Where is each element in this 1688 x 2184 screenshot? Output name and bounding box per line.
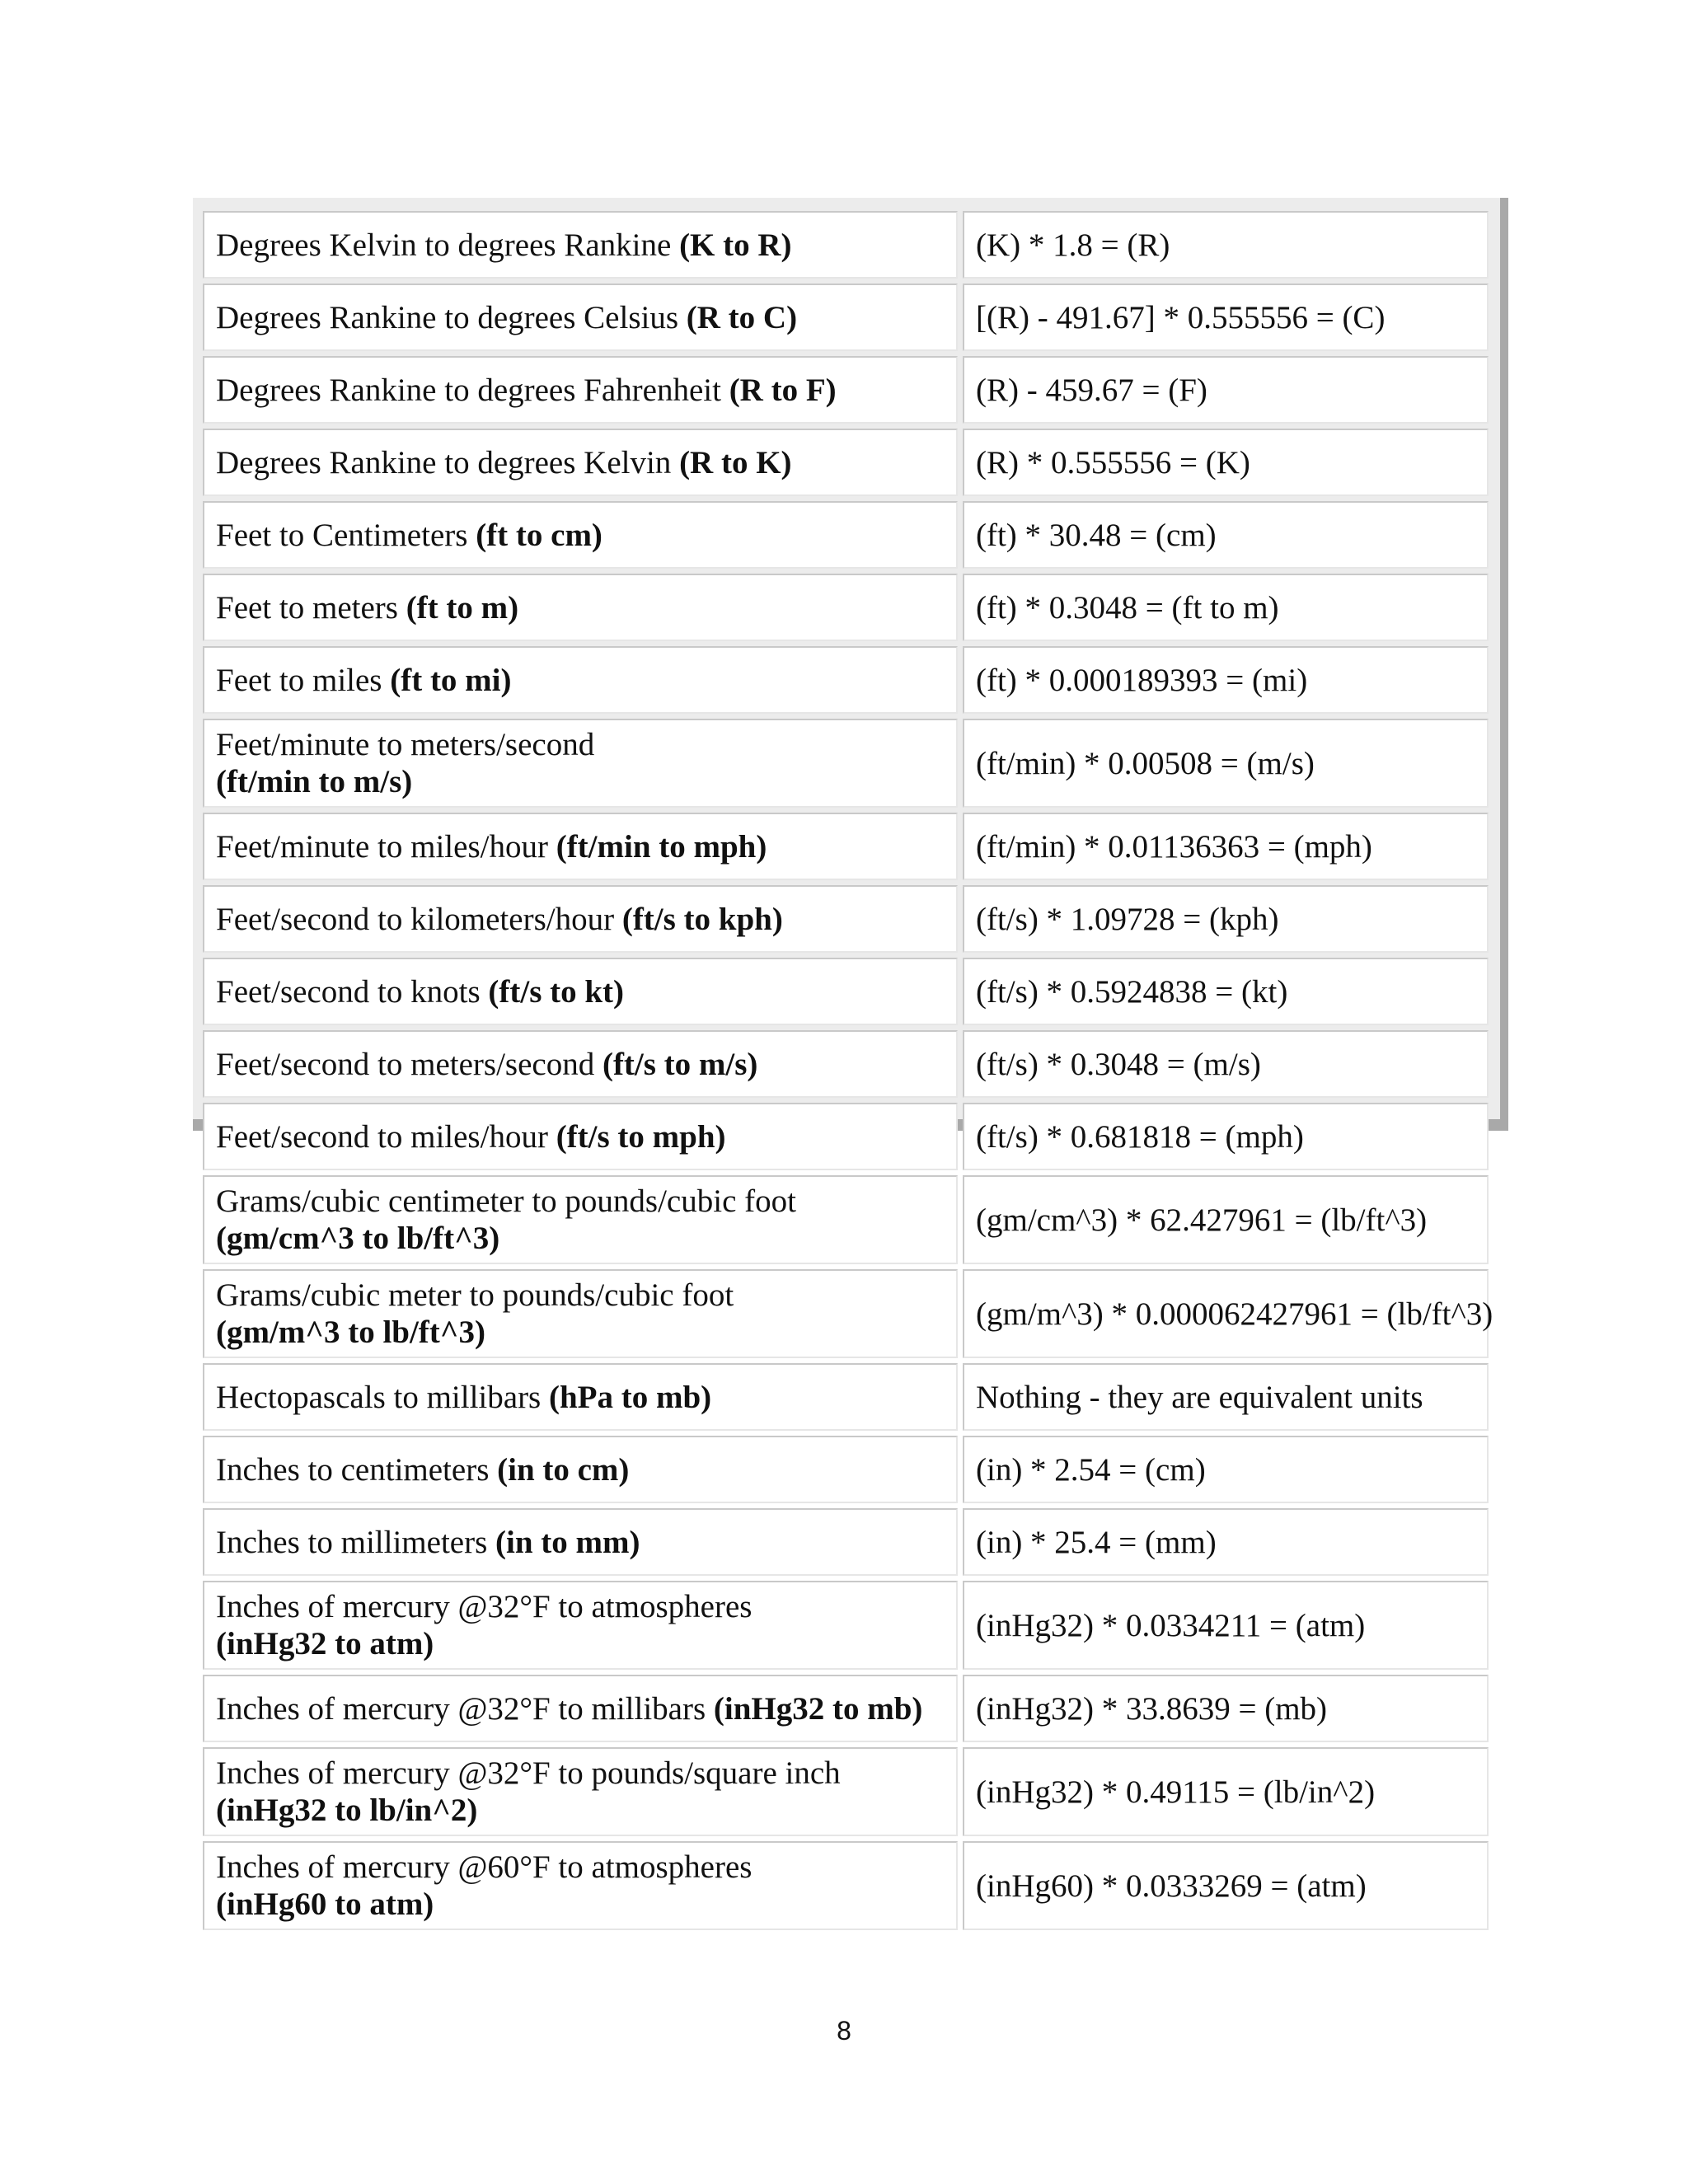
conversion-name: Feet/second to knots (216, 973, 481, 1010)
conversion-name-cell (203, 1030, 958, 1098)
table-row (203, 574, 1489, 641)
conversion-name: Feet to meters (216, 589, 398, 626)
conversion-name-cell (203, 501, 958, 569)
conversion-table-frame (193, 198, 1508, 1922)
conversion-table (198, 206, 1493, 1935)
conversion-name: Grams/cubic meter to pounds/cubic foot (216, 1277, 734, 1313)
conversion-name: Feet/second to kilometers/hour (216, 901, 615, 937)
conversion-name: Hectopascals to millibars (216, 1379, 542, 1415)
conversion-abbreviation: (ft/s to m/s) (602, 1046, 758, 1082)
table-row (203, 719, 1489, 808)
conversion-abbreviation: (R to K) (679, 444, 792, 480)
table-row (203, 1841, 1489, 1930)
conversion-abbreviation: (K to R) (679, 227, 792, 263)
conversion-formula: (inHg32) * 0.49115 = (lb/in^2) (963, 1747, 1489, 1836)
conversion-formula: (inHg60) * 0.0333269 = (atm) (963, 1841, 1489, 1930)
table-row (203, 1508, 1489, 1576)
conversion-name: Grams/cubic centimeter to pounds/cubic foot (216, 1183, 796, 1219)
conversion-abbreviation: (gm/cm^3 to lb/ft^3) (216, 1221, 500, 1256)
conversion-abbreviation: (ft to mi) (390, 662, 512, 698)
conversion-formula: Nothing - they are equivalent units (963, 1363, 1489, 1431)
conversion-formula: (in) * 2.54 = (cm) (963, 1436, 1489, 1503)
conversion-abbreviation: (R to C) (686, 299, 798, 335)
conversion-name-cell (203, 958, 958, 1025)
conversion-name-cell (203, 813, 958, 880)
conversion-name: Inches of mercury @32°F to pounds/square inch (216, 1755, 841, 1791)
conversion-name-cell (203, 1436, 958, 1503)
conversion-name: Feet/second to miles/hour (216, 1118, 548, 1155)
conversion-name-cell (203, 284, 958, 351)
conversion-name-cell (203, 356, 958, 424)
table-row (203, 1436, 1489, 1503)
conversion-name-cell (203, 1675, 958, 1742)
conversion-formula: (ft) * 0.3048 = (ft to m) (963, 574, 1489, 641)
conversion-formula: [(R) - 491.67] * 0.555556 = (C) (963, 284, 1489, 351)
table-row (203, 1675, 1489, 1742)
conversion-formula: (ft) * 30.48 = (cm) (963, 501, 1489, 569)
conversion-formula: (inHg32) * 33.8639 = (mb) (963, 1675, 1489, 1742)
table-row (203, 1175, 1489, 1264)
table-row (203, 1269, 1489, 1358)
conversion-abbreviation: (hPa to mb) (548, 1379, 712, 1415)
table-row (203, 501, 1489, 569)
conversion-name: Inches of mercury @60°F to atmospheres (216, 1849, 753, 1885)
conversion-abbreviation: (ft/s to kt) (488, 973, 625, 1010)
table-row (203, 813, 1489, 880)
conversion-name-cell (203, 1363, 958, 1431)
conversion-formula: (K) * 1.8 = (R) (963, 211, 1489, 279)
table-row (203, 1103, 1489, 1170)
conversion-abbreviation: (inHg32 to mb) (713, 1690, 923, 1727)
conversion-name: Degrees Rankine to degrees Celsius (216, 299, 679, 335)
table-row (203, 646, 1489, 714)
conversion-formula: (ft/s) * 0.3048 = (m/s) (963, 1030, 1489, 1098)
conversion-name: Feet/minute to meters/second (216, 727, 595, 762)
conversion-name-cell (203, 1841, 958, 1930)
conversion-formula: (ft/min) * 0.01136363 = (mph) (963, 813, 1489, 880)
table-row (203, 356, 1489, 424)
conversion-name-cell (203, 1103, 958, 1170)
table-row (203, 429, 1489, 496)
conversion-abbreviation: (in to mm) (495, 1524, 640, 1560)
conversion-name: Feet to Centimeters (216, 517, 468, 553)
conversion-name: Feet/minute to miles/hour (216, 828, 548, 865)
table-row (203, 1581, 1489, 1670)
conversion-name-cell (203, 1269, 958, 1358)
table-row (203, 1363, 1489, 1431)
table-row (203, 211, 1489, 279)
conversion-formula: (ft/s) * 1.09728 = (kph) (963, 885, 1489, 953)
conversion-name: Inches to centimeters (216, 1451, 490, 1488)
conversion-table-body (203, 211, 1493, 1930)
conversion-abbreviation: (inHg32 to atm) (216, 1626, 434, 1661)
conversion-name: Inches to millimeters (216, 1524, 488, 1560)
conversion-name-cell (203, 1175, 958, 1264)
conversion-abbreviation: (ft/s to kph) (621, 901, 783, 937)
table-row (203, 958, 1489, 1025)
table-row (203, 1030, 1489, 1098)
conversion-name: Degrees Rankine to degrees Fahrenheit (216, 372, 721, 408)
conversion-abbreviation: (R to F) (729, 372, 837, 408)
conversion-name-cell (203, 885, 958, 953)
conversion-name-cell (203, 429, 958, 496)
conversion-abbreviation: (ft/min to m/s) (216, 764, 413, 799)
conversion-name: Feet to miles (216, 662, 382, 698)
conversion-formula: (R) * 0.555556 = (K) (963, 429, 1489, 496)
conversion-name-cell (203, 646, 958, 714)
conversion-formula: (ft/s) * 0.5924838 = (kt) (963, 958, 1489, 1025)
conversion-name-cell (203, 1747, 958, 1836)
conversion-name: Inches of mercury @32°F to atmospheres (216, 1589, 753, 1624)
conversion-formula: (R) - 459.67 = (F) (963, 356, 1489, 424)
conversion-abbreviation: (ft to m) (406, 589, 519, 626)
conversion-formula: (ft) * 0.000189393 = (mi) (963, 646, 1489, 714)
conversion-name-cell (203, 574, 958, 641)
conversion-abbreviation: (inHg32 to lb/in^2) (216, 1793, 478, 1828)
conversion-formula: (in) * 25.4 = (mm) (963, 1508, 1489, 1576)
conversion-abbreviation: (ft/s to mph) (556, 1118, 726, 1155)
conversion-abbreviation: (ft to cm) (476, 517, 603, 553)
conversion-name: Degrees Rankine to degrees Kelvin (216, 444, 672, 480)
page-number: 8 (837, 2016, 851, 2046)
table-row (203, 1747, 1489, 1836)
conversion-abbreviation: (in to cm) (497, 1451, 630, 1488)
conversion-formula: (inHg32) * 0.0334211 = (atm) (963, 1581, 1489, 1670)
table-row (203, 284, 1489, 351)
conversion-name: Degrees Kelvin to degrees Rankine (216, 227, 672, 263)
table-row (203, 885, 1489, 953)
conversion-abbreviation: (inHg60 to atm) (216, 1886, 434, 1922)
conversion-name: Feet/second to meters/second (216, 1046, 595, 1082)
conversion-formula: (ft/s) * 0.681818 = (mph) (963, 1103, 1489, 1170)
conversion-abbreviation: (ft/min to mph) (556, 828, 767, 865)
conversion-formula: (gm/m^3) * 0.000062427961 = (lb/ft^3) (963, 1269, 1489, 1358)
conversion-formula: (gm/cm^3) * 62.427961 = (lb/ft^3) (963, 1175, 1489, 1264)
conversion-name-cell (203, 719, 958, 808)
conversion-name-cell (203, 211, 958, 279)
conversion-formula: (ft/min) * 0.00508 = (m/s) (963, 719, 1489, 808)
conversion-name-cell (203, 1581, 958, 1670)
conversion-name: Inches of mercury @32°F to millibars (216, 1690, 706, 1727)
conversion-name-cell (203, 1508, 958, 1576)
conversion-abbreviation: (gm/m^3 to lb/ft^3) (216, 1315, 485, 1350)
